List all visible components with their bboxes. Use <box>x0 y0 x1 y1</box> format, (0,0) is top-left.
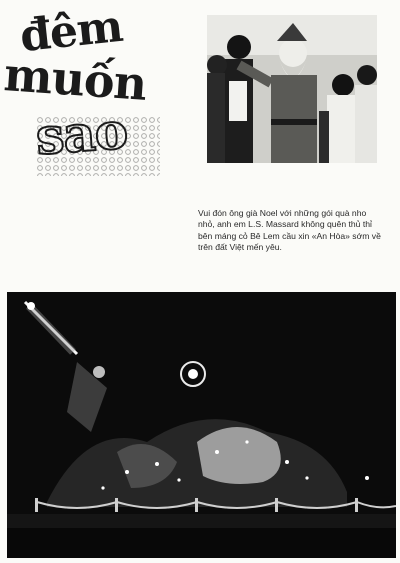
santa-claus-photo <box>207 15 377 163</box>
christmas-stage-photo <box>7 292 396 558</box>
photo-caption: Vui đón ông già Noel với những gói quà nho nhỏ, anh em L.S. Massard không quên thủ thỉ bên máng cỏ Bê Lem cầu xin «An Hòa» sớm về trên đất Việt mến yêu. <box>198 208 381 253</box>
santa-claus-photo-icon <box>207 15 377 163</box>
title-word-sao: sao <box>34 100 129 167</box>
title-word-dem: đêm <box>17 0 125 63</box>
title-block <box>2 0 182 182</box>
title-word-muon: muốn <box>2 47 148 111</box>
christmas-stage-photo-icon <box>7 292 396 558</box>
